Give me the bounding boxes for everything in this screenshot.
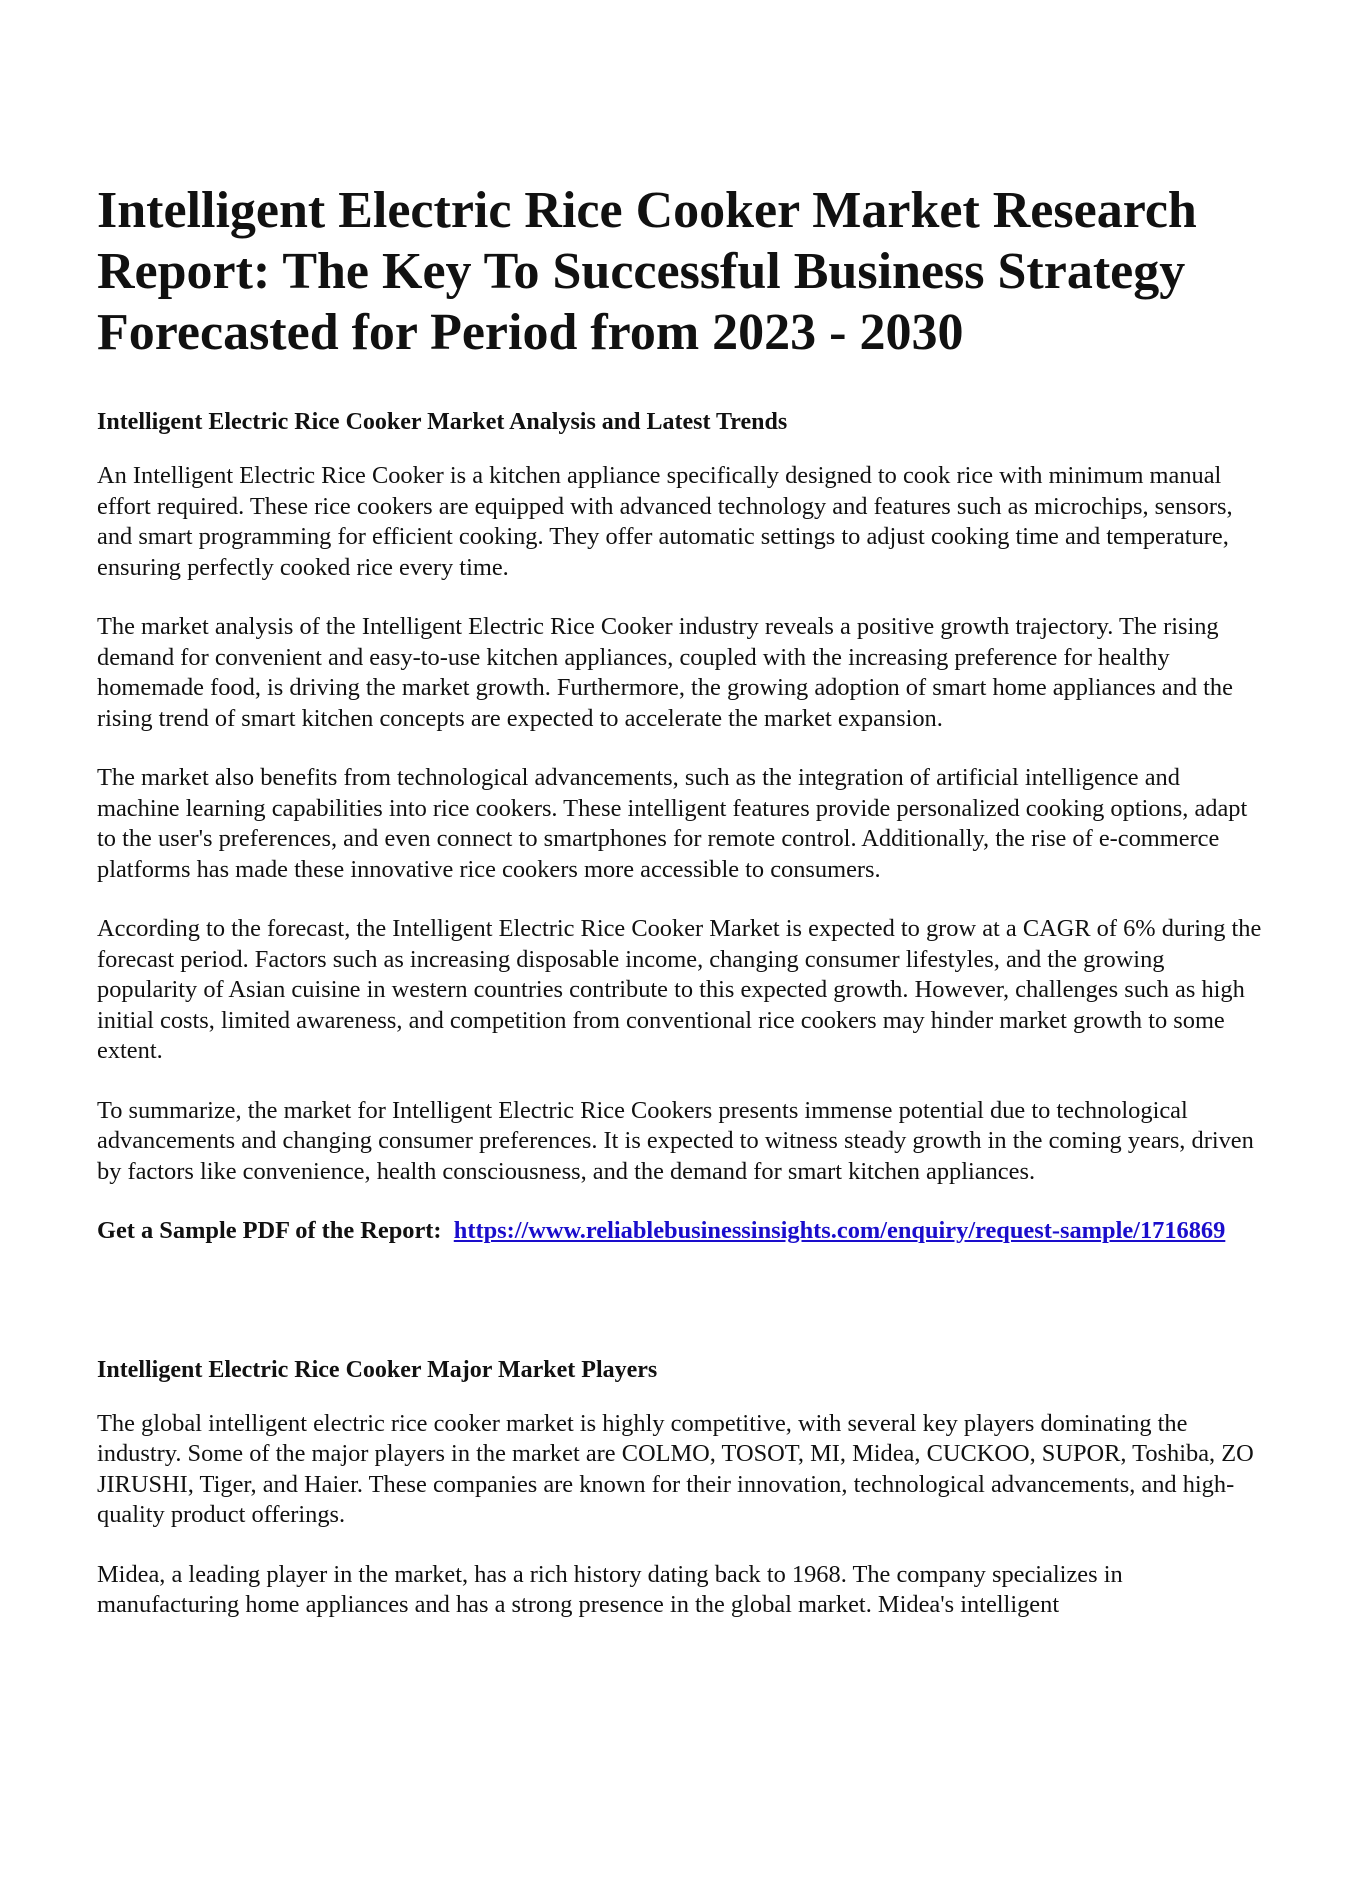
sample-pdf-link[interactable]: https://www.reliablebusinessinsights.com/enquiry/request-sample/1716869 — [453, 1217, 1226, 1244]
paragraph-summary: To summarize, the market for Intelligent Electric Rice Cookers presents immense potential due to technological advancements and changing consumer preferences. It is expected to witness steady growth in the coming years, driven by factors like convenience, health consciousness, and the demand for smart kitchen appliances. — [97, 1096, 1254, 1185]
sample-pdf-label: Get a Sample PDF of the Report: — [97, 1217, 442, 1244]
paragraph-market-analysis: The market analysis of the Intelligent Electric Rice Cooker industry reveals a positive growth trajectory. The rising demand for convenient and easy-to-use kitchen appliances, coupled with the increasing preference for healthy homemade food, is driving the market growth. Furthermore, the growing adoption of smart home appliances and the rising trend of smart kitchen concepts are expected to accelerate the market expansion. — [97, 613, 1233, 732]
paragraph-technology: The market also benefits from technological advancements, such as the integration of artificial intelligence and machine learning capabilities into rice cookers. These intelligent features provide personalized cooking options, adapt to the user's preferences, and even connect to smartphones for remote control. Additionally, the rise of e-commerce platforms has made these innovative rice cookers more accessible to consumers. — [97, 764, 1248, 883]
section-heading-players: Intelligent Electric Rice Cooker Major Market Players — [97, 1356, 658, 1383]
section-heading-analysis: Intelligent Electric Rice Cooker Market Analysis and Latest Trends — [97, 409, 788, 435]
paragraph-competition: The global intelligent electric rice cooker market is highly competitive, with several key players dominating the industry. Some of the major players in the market are COLMO, TOSOT, MI, Midea, CUCKOO, SUPOR, Toshiba, ZO JIRUSHI, Tiger, and Haier. These companies are known for their innovation, technological advancements, and high-quality product offerings. — [97, 1409, 1254, 1528]
paragraph-midea: Midea, a leading player in the market, has a rich history dating back to 1968. The company specializes in manufacturing home appliances and has a strong presence in the global market. Midea's intelligent — [97, 1560, 1123, 1618]
paragraph-definition: An Intelligent Electric Rice Cooker is a kitchen appliance specifically designed to cook rice with minimum manual effort required. These rice cookers are equipped with advanced technology and features such as microchips, sensors, and smart programming for efficient cooking. They offer automatic settings to adjust cooking time and temperature, ensuring perfectly cooked rice every time. — [97, 462, 1233, 581]
document-page — [97, 180, 1262, 1650]
paragraph-forecast: According to the forecast, the Intelligent Electric Rice Cooker Market is expected to grow at a CAGR of 6% during the forecast period. Factors such as increasing disposable income, changing consumer lifestyles, and the growing popularity of Asian cuisine in western countries contribute to this expected growth. However, challenges such as high initial costs, limited awareness, and competition from conventional rice cookers may hinder market growth to some extent. — [97, 915, 1262, 1064]
sample-pdf-line — [97, 1216, 1262, 1247]
document-title: Intelligent Electric Rice Cooker Market Research Report: The Key To Successful Business Strategy Forecasted for Period from 2023 - 2030 — [97, 182, 1197, 361]
